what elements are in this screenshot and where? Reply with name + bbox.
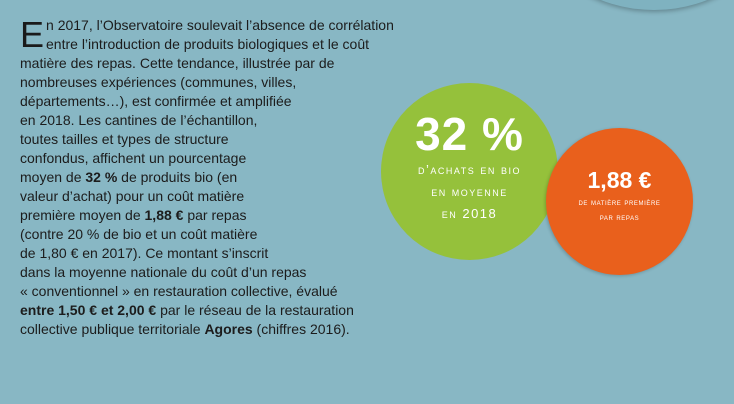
bold-cost: 1,88 €	[144, 207, 184, 223]
text-line: entre l’introduction de produits biologiques et le coût	[46, 36, 369, 52]
text-line: nombreuses expériences (communes, villes,	[20, 74, 297, 90]
text-line: valeur d’achat) pour un coût matière	[20, 188, 245, 204]
text-line: moyen de 32 % de produits bio (en	[20, 169, 238, 185]
dropcap-letter: E	[20, 14, 45, 55]
text-line: confondus, affichent un pourcentage	[20, 150, 247, 166]
article-text	[20, 16, 420, 339]
text-line: en 2018. Les cantines de l’échantillon,	[20, 112, 258, 128]
organic-share-value: 32 %	[415, 107, 524, 160]
bold-agores: Agores	[204, 321, 253, 337]
bold-range: entre 1,50 € et 2,00 €	[20, 302, 157, 318]
text-line: départements…), est confirmée et amplifiée	[20, 93, 292, 109]
text-line: n 2017, l’Observatoire soulevait l’absence de corrélation	[46, 17, 394, 33]
organic-share-caption-1: d’achats en bio	[418, 161, 521, 177]
text-line: « conventionnel » en restauration collective, évalué	[20, 283, 338, 299]
text-line: de 1,80 € en 2017). Ce montant s’inscrit	[20, 245, 269, 261]
organic-share-caption-3: en 2018	[441, 205, 498, 221]
text-line: matière des repas. Cette tendance, illustrée par de	[20, 55, 335, 71]
meal-cost-caption-1: de matière première	[578, 196, 661, 207]
meal-cost-caption-2: par repas	[599, 211, 640, 222]
meal-cost-circle	[546, 128, 693, 275]
decorative-corner-shape	[544, 0, 734, 10]
meal-cost-value: 1,88 €	[587, 166, 652, 193]
text-line: (contre 20 % de bio et un coût matière	[20, 226, 258, 242]
organic-share-caption-2: en moyenne	[431, 183, 508, 199]
text-line: première moyen de 1,88 € par repas	[20, 207, 247, 223]
text-line: collective publique territoriale Agores (chiffres 2016).	[20, 321, 350, 337]
organic-share-circle	[381, 83, 558, 260]
text-line: toutes tailles et types de structure	[20, 131, 229, 147]
text-line: dans la moyenne nationale du coût d’un repas	[20, 264, 307, 280]
text-line: entre 1,50 € et 2,00 € par le réseau de la restauration	[20, 302, 354, 318]
bold-percentage: 32 %	[85, 169, 118, 185]
